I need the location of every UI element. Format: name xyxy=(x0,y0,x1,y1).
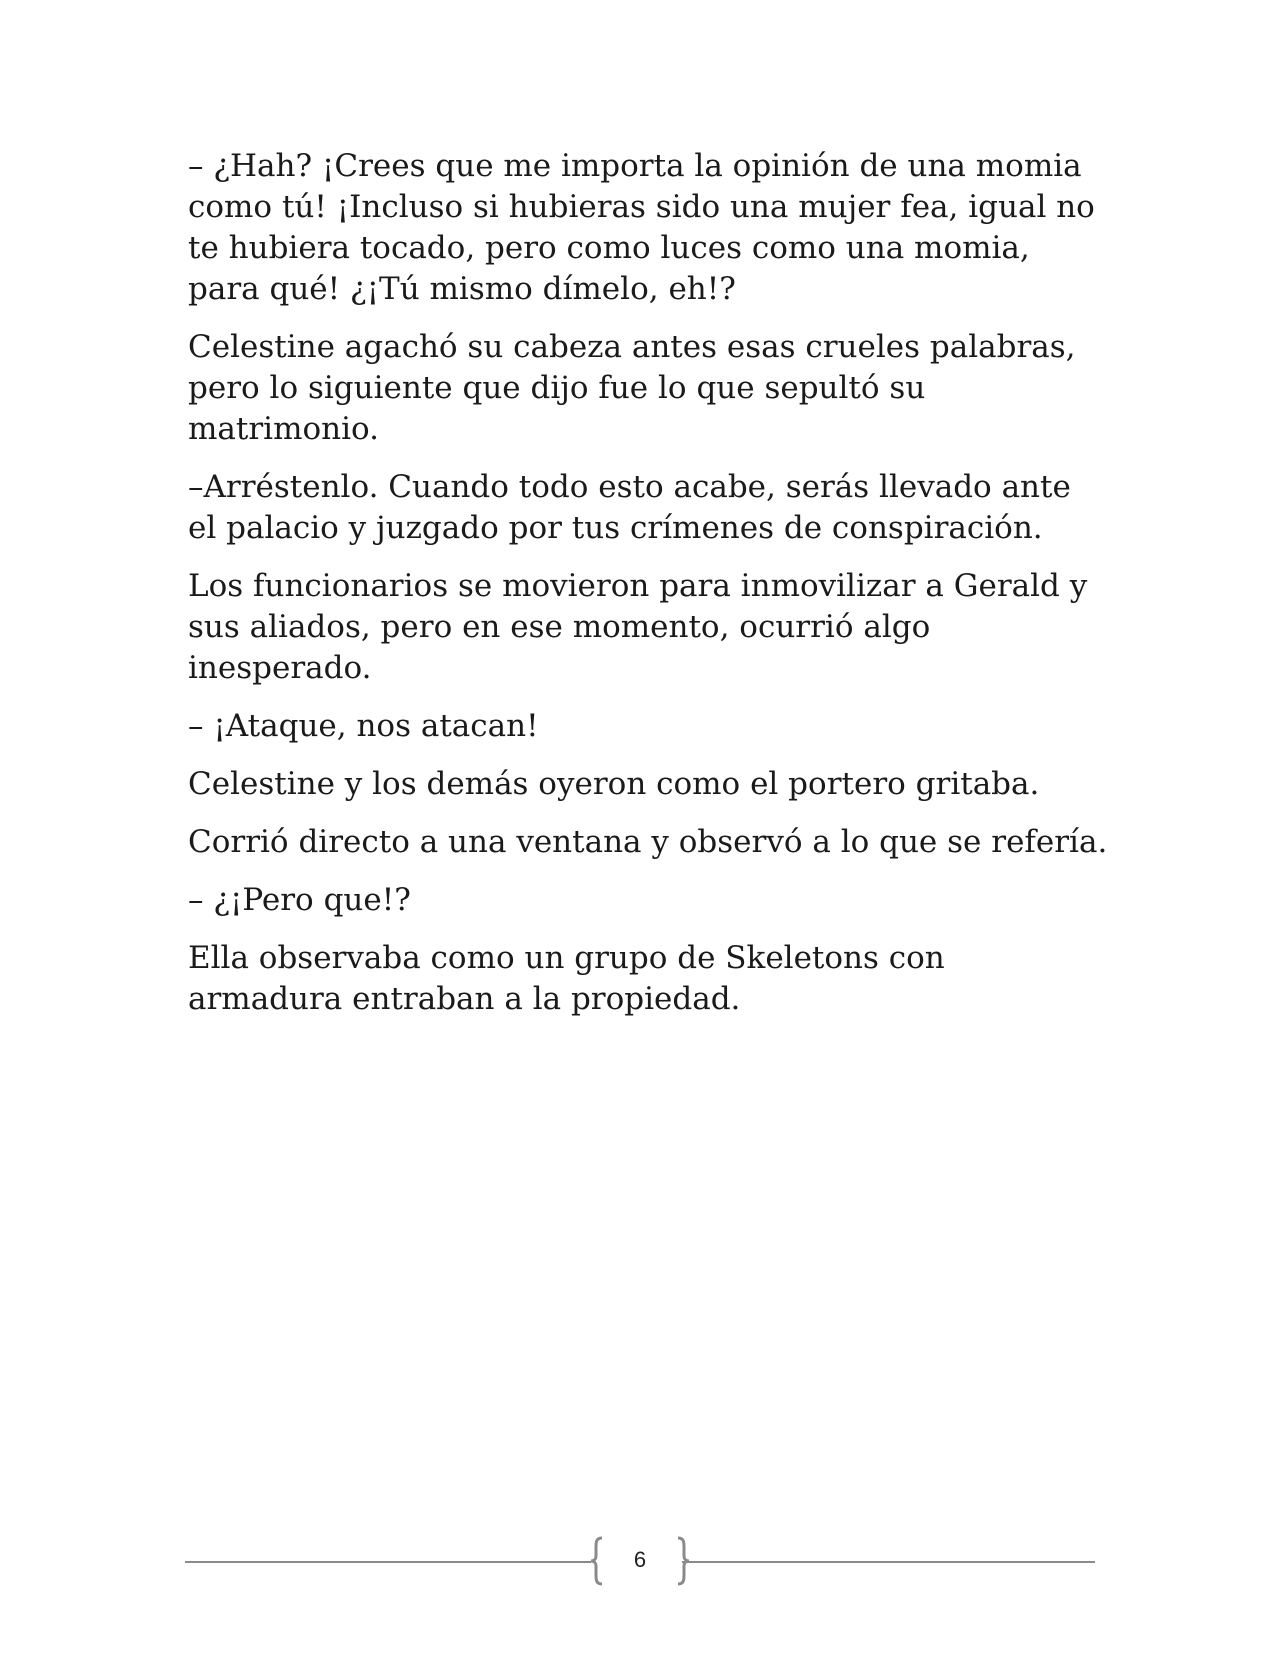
footer-rule-right xyxy=(682,1561,1095,1563)
paragraph-skeletons: Ella observaba como un grupo de Skeletons con armadura entraban a la propiedad. xyxy=(188,940,945,1017)
paragraph-arrestenlo: –Arréstenlo. Cuando todo esto acabe, serás llevado ante el palacio y juzgado por tus crímenes de conspiración. xyxy=(188,469,1071,546)
paragraph-dialogue-hah: – ¿Hah? ¡Crees que me importa la opinión de una momia como tú! ¡Incluso si hubieras sido una mujer fea, igual no te hubiera tocado, pero como luces como una momia, para qué! ¿¡Tú mismo dímelo, eh!? xyxy=(188,148,1095,307)
left-brace-icon xyxy=(588,1536,608,1586)
body-text xyxy=(188,146,1108,1037)
paragraph-celestine-agacho: Celestine agachó su cabeza antes esas crueles palabras, pero lo siguiente que dijo fue lo que sepultó su matrimonio. xyxy=(188,329,1076,447)
paragraph-funcionarios: Los funcionarios se movieron para inmovilizar a Gerald y sus aliados, pero en ese momento, ocurrió algo inesperado. xyxy=(188,568,1088,686)
footer-rule-left xyxy=(185,1561,591,1563)
paragraph-ataque: – ¡Ataque, nos atacan! xyxy=(188,708,539,744)
paragraph-portero-gritaba: Celestine y los demás oyeron como el portero gritaba. xyxy=(188,766,1040,802)
paragraph-corrio-ventana: Corrió directo a una ventana y observó a lo que se refería. xyxy=(188,824,1108,860)
page-number: 6 xyxy=(633,1547,647,1572)
paragraph-pero-que: – ¿¡Pero que!? xyxy=(188,882,411,918)
page-footer xyxy=(185,1536,1095,1586)
